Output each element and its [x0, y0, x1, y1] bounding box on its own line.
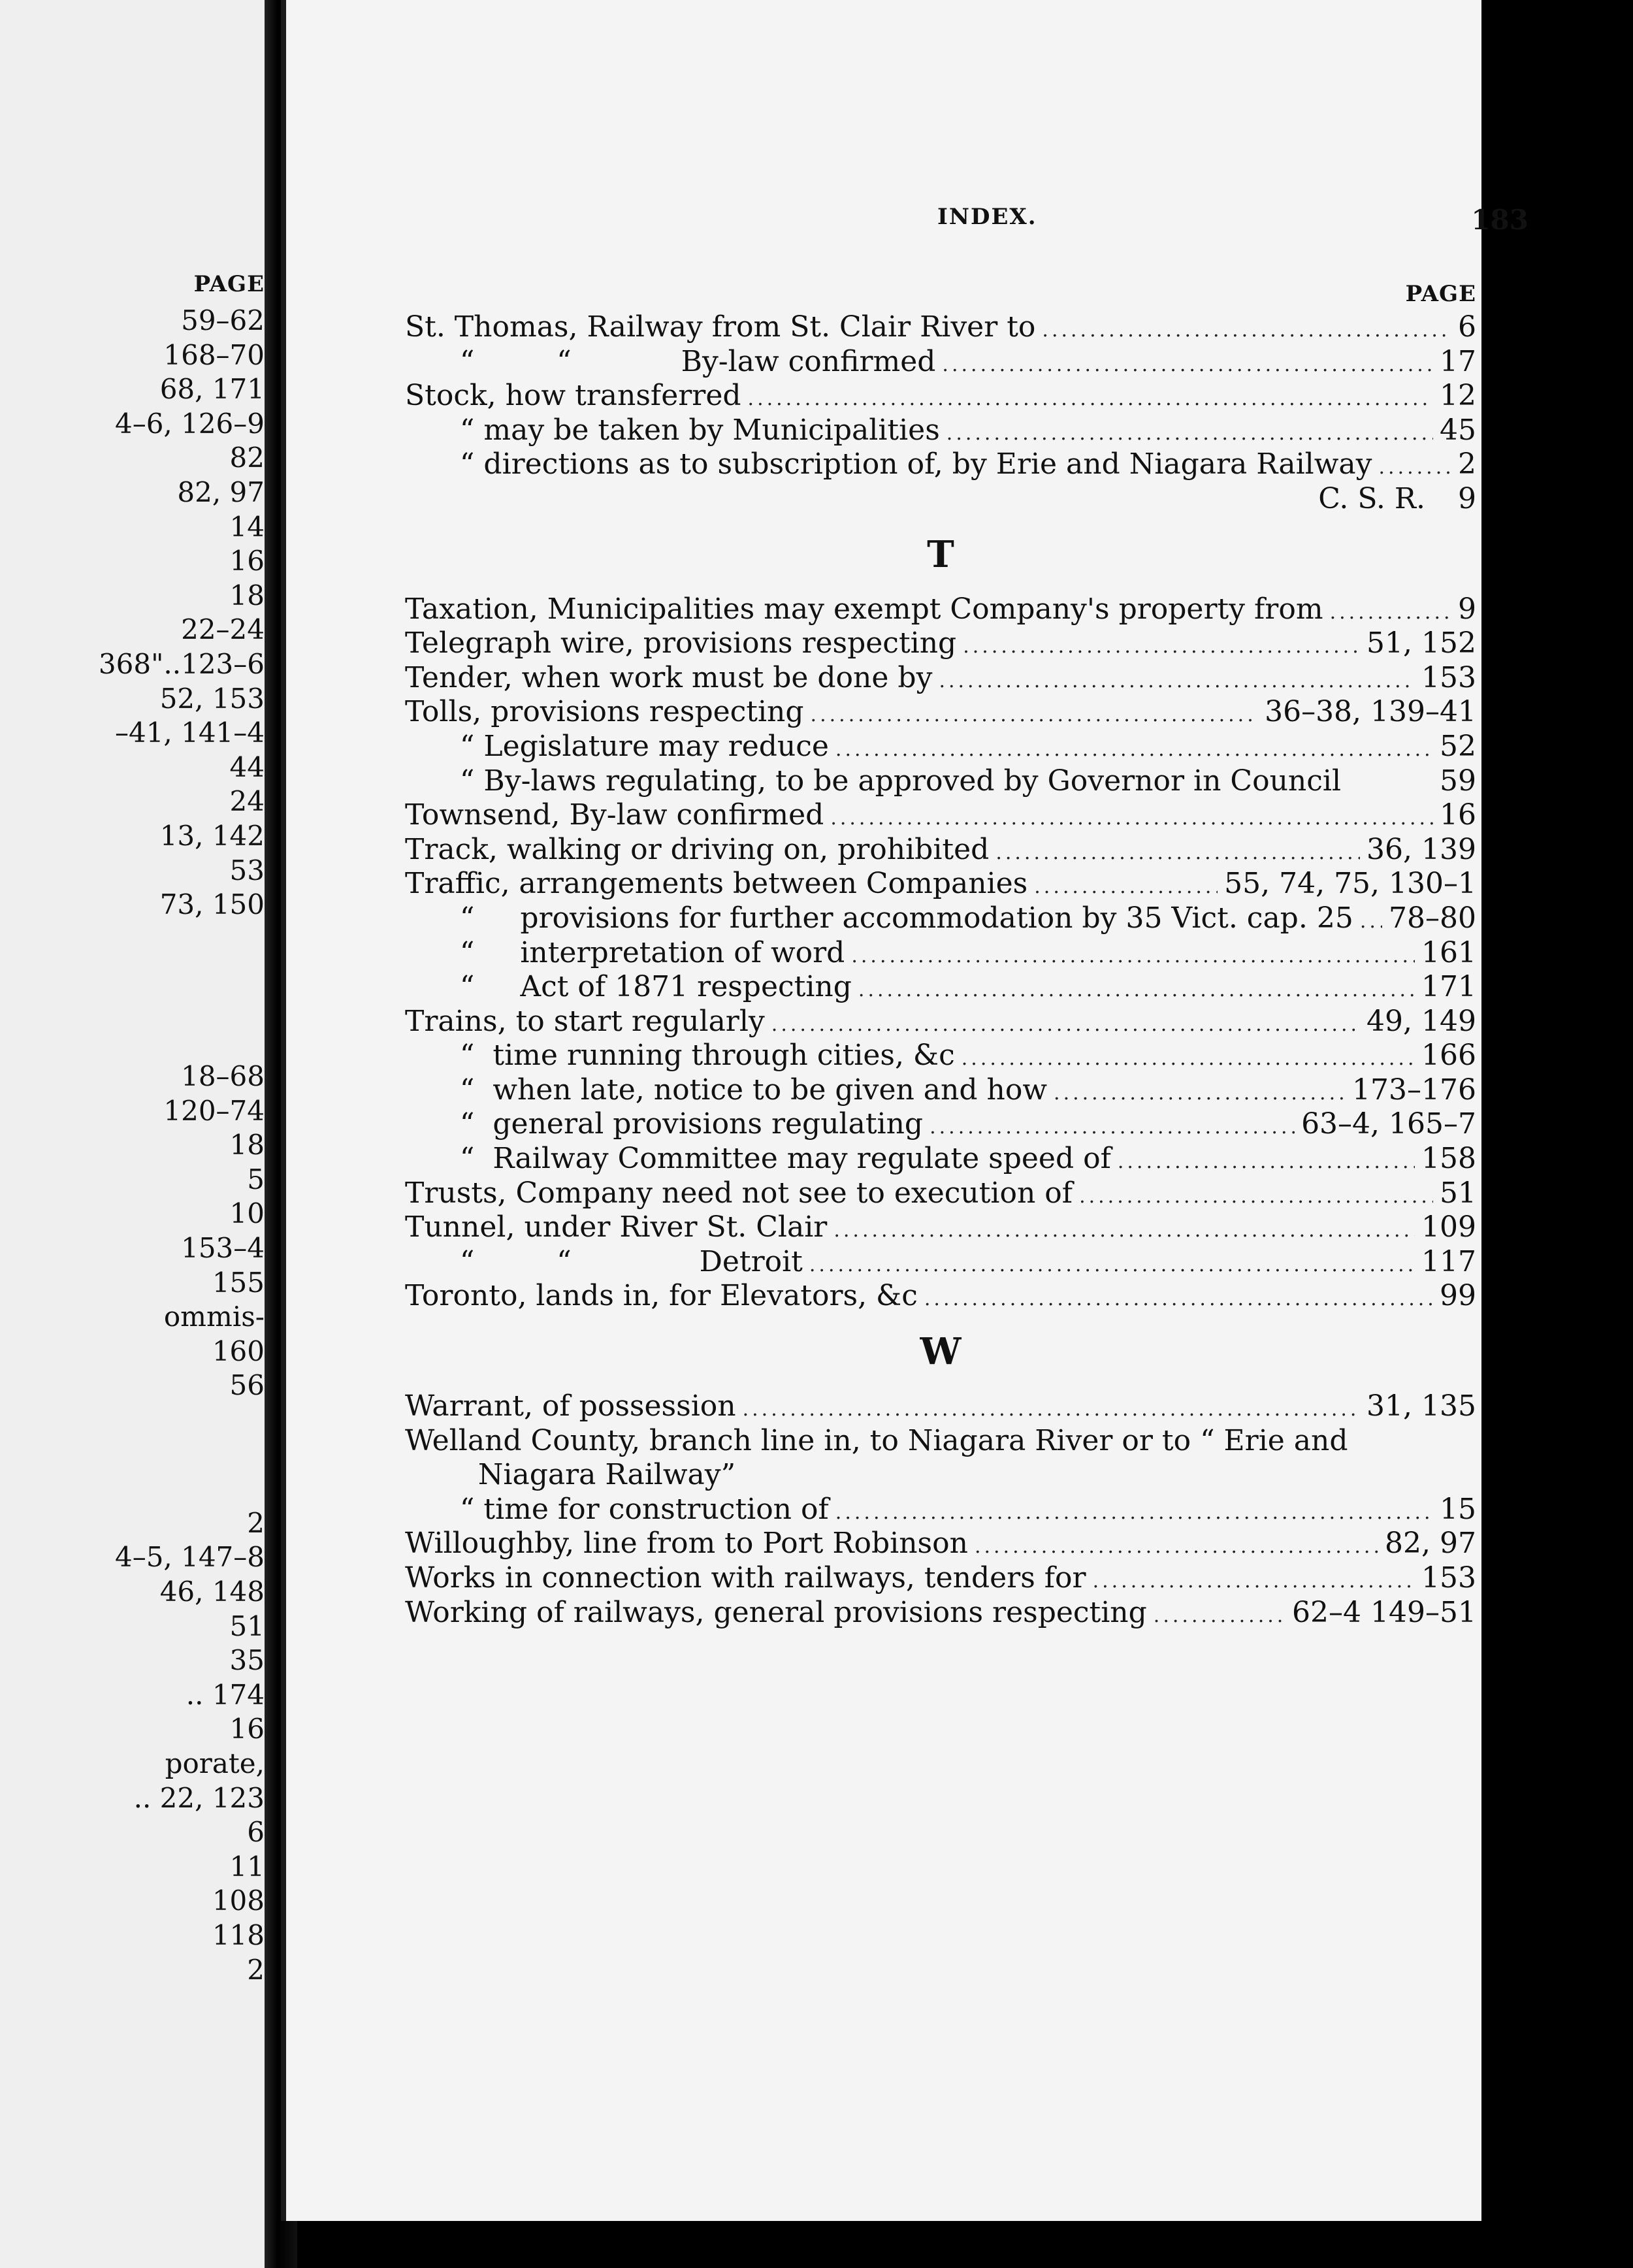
left-page-line: 4–5, 147–8: [114, 1541, 265, 1574]
index-entry: [405, 936, 1476, 971]
entry-pages: 173–176: [1352, 1073, 1476, 1107]
left-page-line: 155: [212, 1266, 265, 1299]
dot-leader: [833, 1214, 1415, 1248]
dot-leader: [975, 1530, 1378, 1564]
dot-leader: [924, 1282, 1433, 1317]
entry-text: Traffic, arrangements between Companies: [405, 867, 1028, 901]
dot-leader: [1154, 1599, 1285, 1634]
entry-text: “ interpretation of word: [405, 935, 845, 969]
left-page-line: [99, 922, 265, 957]
left-page-line: 18–68: [181, 1060, 265, 1093]
left-page-line: 368"..123–6: [98, 647, 265, 680]
entry-text: Stock, how transferred: [405, 379, 741, 413]
left-page-line: 59–62: [181, 304, 265, 336]
index-entry: [405, 867, 1476, 901]
index-body: [405, 278, 1476, 1630]
entry-pages: 63–4, 165–7: [1301, 1107, 1476, 1141]
entry-text: Track, walking or driving on, prohibited: [405, 832, 990, 866]
left-page-line: 82: [229, 442, 265, 474]
entry-pages: 99: [1440, 1279, 1476, 1313]
left-page-line: [99, 1403, 265, 1438]
left-page-line: 51: [229, 1610, 265, 1642]
index-sections: [405, 517, 1476, 1630]
dot-leader: [809, 1248, 1415, 1283]
left-page-line: [99, 1438, 265, 1472]
index-entry: [405, 1596, 1476, 1630]
left-page-line: 53: [229, 854, 265, 886]
index-entry: [405, 592, 1476, 627]
entry-text: “ Railway Committee may regulate speed of: [405, 1142, 1111, 1176]
index-entry: [405, 1005, 1476, 1039]
left-page-line: 10: [229, 1197, 265, 1230]
left-page-column-label: PAGE: [193, 271, 265, 297]
dot-leader: [830, 802, 1433, 836]
entry-text: Tender, when work must be done by: [405, 660, 933, 694]
left-page-line: [99, 1025, 265, 1060]
left-page-line: 120–74: [163, 1094, 265, 1127]
entry-text: “ general provisions regulating: [405, 1107, 924, 1141]
index-entry: [405, 310, 1476, 345]
entry-text: St. Thomas, Railway from St. Clair River to: [405, 310, 1036, 344]
left-page-line: 46, 148: [159, 1575, 265, 1608]
left-page-line: 5: [247, 1163, 265, 1195]
entry-pages: 36, 139: [1366, 832, 1476, 866]
entry-pages: 59: [1440, 764, 1476, 798]
entry-text: “ provisions for further accommodation by 35 Vict. cap. 25: [405, 901, 1353, 935]
entry-text: Niagara Railway”: [405, 1458, 736, 1492]
index-entry: [405, 1176, 1476, 1211]
dot-leader: [962, 1042, 1415, 1077]
entry-pages: 161: [1421, 935, 1476, 969]
index-entry: [405, 1039, 1476, 1073]
index-entry: [405, 695, 1476, 730]
running-title: INDEX.: [937, 204, 1037, 230]
entry-text: Townsend, By-law confirmed: [405, 798, 824, 832]
entry-pages: 78–80: [1389, 901, 1476, 935]
index-entry: [405, 345, 1476, 380]
entry-text: Tolls, provisions respecting: [405, 695, 804, 729]
left-page-line: 44: [229, 751, 265, 783]
entry-pages: 9: [1458, 592, 1476, 626]
dot-leader: [771, 1008, 1360, 1043]
entry-text: C. S. R.: [1318, 481, 1425, 515]
index-entry: [405, 798, 1476, 833]
left-page-line: [99, 1472, 265, 1506]
entry-pages: 51: [1440, 1176, 1476, 1210]
entry-pages: 171: [1421, 970, 1476, 1004]
index-entry: [405, 379, 1476, 413]
dot-leader: [858, 973, 1415, 1008]
left-page-line: 160: [212, 1335, 265, 1367]
dot-leader: [939, 664, 1415, 699]
left-page-line: 68, 171: [159, 373, 265, 406]
left-page-line: .. 174: [186, 1678, 265, 1711]
page-number: 183: [1471, 204, 1528, 236]
index-entry: [405, 1493, 1476, 1527]
entry-pages: 49, 149: [1366, 1004, 1476, 1038]
entry-pages: 16: [1440, 798, 1476, 832]
dot-leader: [1118, 1145, 1415, 1180]
entry-text: “ Legislature may reduce: [405, 729, 829, 763]
entry-pages: 52: [1440, 729, 1476, 763]
dot-leader: [995, 836, 1360, 871]
left-page-line: [99, 991, 265, 1026]
entry-text: Warrant, of possession: [405, 1389, 736, 1423]
entry-text: “ Act of 1871 respecting: [405, 970, 852, 1004]
entry-text: “ may be taken by Municipalities: [405, 413, 940, 447]
left-page-line: 6: [247, 1816, 265, 1849]
left-page-line: 35: [229, 1644, 265, 1677]
index-entry: [405, 1245, 1476, 1280]
left-page-line: 14: [229, 510, 265, 543]
entry-pages: 31, 135: [1366, 1389, 1476, 1423]
dot-leader: [946, 417, 1433, 451]
index-entry: [405, 970, 1476, 1005]
left-page-lines: [99, 304, 265, 1987]
entry-text: “ “ By-law confirmed: [405, 344, 936, 378]
left-page-line: .. 22, 123: [133, 1781, 265, 1814]
left-page-line: 18: [229, 579, 265, 611]
entry-pages: 6: [1458, 310, 1476, 344]
entry-text: Tunnel, under River St. Clair: [405, 1210, 828, 1244]
dot-leader: [963, 630, 1360, 664]
dot-leader: [835, 733, 1433, 768]
index-entry: [405, 661, 1476, 696]
dot-leader: [1360, 905, 1382, 939]
index-entry: [405, 1458, 1476, 1493]
dot-leader: [1042, 314, 1451, 348]
left-page-line: –41, 141–4: [114, 717, 265, 749]
dot-leader: [748, 382, 1433, 417]
left-page-line: ommis-: [163, 1301, 265, 1333]
entry-pages: 55, 74, 75, 130–1: [1224, 867, 1476, 901]
section-letter: W: [920, 1330, 962, 1374]
entry-pages: 109: [1421, 1210, 1476, 1244]
entry-text: “ By-laws regulating, to be approved by Governor in Council: [405, 764, 1342, 798]
left-page-line: 73, 150: [159, 888, 265, 921]
entry-pages: 153: [1421, 1561, 1476, 1595]
entry-pages: 166: [1421, 1039, 1476, 1073]
index-entry: [405, 1107, 1476, 1142]
entry-text: Working of railways, general provisions respecting: [405, 1595, 1147, 1629]
index-entry: [405, 730, 1476, 764]
left-page-line: 52, 153: [159, 682, 265, 715]
dot-leader: [930, 1110, 1295, 1145]
left-page-line: porate,: [165, 1747, 265, 1779]
left-page-line: 2: [247, 1506, 265, 1539]
entry-pages: 12: [1440, 379, 1476, 413]
entry-text: Taxation, Municipalities may exempt Company's property from: [405, 592, 1323, 626]
entry-text: Trains, to start regularly: [405, 1004, 765, 1038]
dot-leader: [1054, 1077, 1346, 1111]
left-page-line: 108: [212, 1885, 265, 1917]
entry-pages: 9: [1458, 481, 1476, 515]
entry-pages: 45: [1440, 413, 1476, 447]
left-page-line: 118: [212, 1919, 265, 1951]
index-entry: [405, 1279, 1476, 1314]
entry-text: “ time running through cities, &c: [405, 1039, 955, 1073]
left-page-line: 16: [229, 1713, 265, 1745]
dot-leader: [851, 939, 1415, 974]
left-page-line: 22–24: [181, 613, 265, 646]
left-page-line: 56: [229, 1369, 265, 1402]
left-page-line: 18: [229, 1129, 265, 1161]
index-entry: [405, 1424, 1476, 1459]
entry-pages: 117: [1421, 1244, 1476, 1278]
dot-leader: [1330, 596, 1451, 630]
s-entries: [405, 310, 1476, 517]
entry-text: Welland County, branch line in, to Niagara River or to “ Erie and: [405, 1423, 1348, 1457]
index-entry: [405, 833, 1476, 867]
index-entry: [405, 1527, 1476, 1561]
dot-leader: [743, 1393, 1360, 1427]
index-entry: [405, 901, 1476, 936]
left-page-line: 168–70: [163, 338, 265, 371]
entry-text: “ “ Detroit: [405, 1244, 803, 1278]
entry-text: Toronto, lands in, for Elevators, &c: [405, 1279, 918, 1313]
entry-pages: 82, 97: [1385, 1527, 1476, 1561]
dot-leader: [835, 1496, 1433, 1531]
dot-leader: [942, 348, 1433, 383]
index-entry: [405, 626, 1476, 661]
entry-pages: 158: [1421, 1142, 1476, 1176]
entry-text: Willoughby, line from to Port Robinson: [405, 1527, 968, 1561]
dot-leader: [1034, 870, 1218, 905]
dot-leader: [1379, 451, 1452, 485]
left-page-line: 82, 97: [177, 476, 265, 508]
left-page-fragment: [0, 0, 265, 2268]
index-entry: [405, 1561, 1476, 1596]
left-page-line: 153–4: [181, 1232, 265, 1265]
entry-text: “ time for construction of: [405, 1492, 829, 1526]
left-page-line: 13, 142: [159, 819, 265, 852]
entry-pages: 17: [1440, 344, 1476, 378]
entry-pages: 2: [1458, 447, 1476, 481]
entry-text: “ when late, notice to be given and how: [405, 1073, 1048, 1107]
left-page-line: 2: [247, 1953, 265, 1986]
entry-text: “ directions as to subscription of, by Erie and Niagara Railway: [405, 447, 1372, 481]
index-entry: [405, 413, 1476, 448]
entry-text: Telegraph wire, provisions respecting: [405, 626, 957, 660]
left-page-line: [99, 956, 265, 991]
dot-leader: [1079, 1180, 1433, 1214]
index-entry: [405, 1073, 1476, 1108]
entry-text: Works in connection with railways, tenders for: [405, 1561, 1086, 1595]
index-entry: [405, 764, 1476, 799]
index-entry: [405, 1389, 1476, 1424]
entry-pages: 51, 152: [1366, 626, 1476, 660]
entry-pages: 15: [1440, 1492, 1476, 1526]
left-page-line: 24: [229, 785, 265, 818]
left-page-line: 16: [229, 545, 265, 577]
entry-pages: 153: [1421, 660, 1476, 694]
index-entry: [405, 482, 1476, 517]
left-page-line: 11: [229, 1850, 265, 1883]
index-entry: [405, 1210, 1476, 1245]
entry-text: Trusts, Company need not see to execution of: [405, 1176, 1073, 1210]
left-page-line: 4–6, 126–9: [114, 407, 265, 440]
dot-leader: [1093, 1564, 1415, 1599]
entry-pages: 62–4 149–51: [1292, 1595, 1476, 1629]
section-letter: T: [927, 532, 954, 576]
entry-pages: 36–38, 139–41: [1265, 695, 1476, 729]
dot-leader: [811, 698, 1259, 733]
index-entry: [405, 447, 1476, 482]
page-column-label: PAGE: [1405, 281, 1476, 307]
index-entry: [405, 1142, 1476, 1176]
